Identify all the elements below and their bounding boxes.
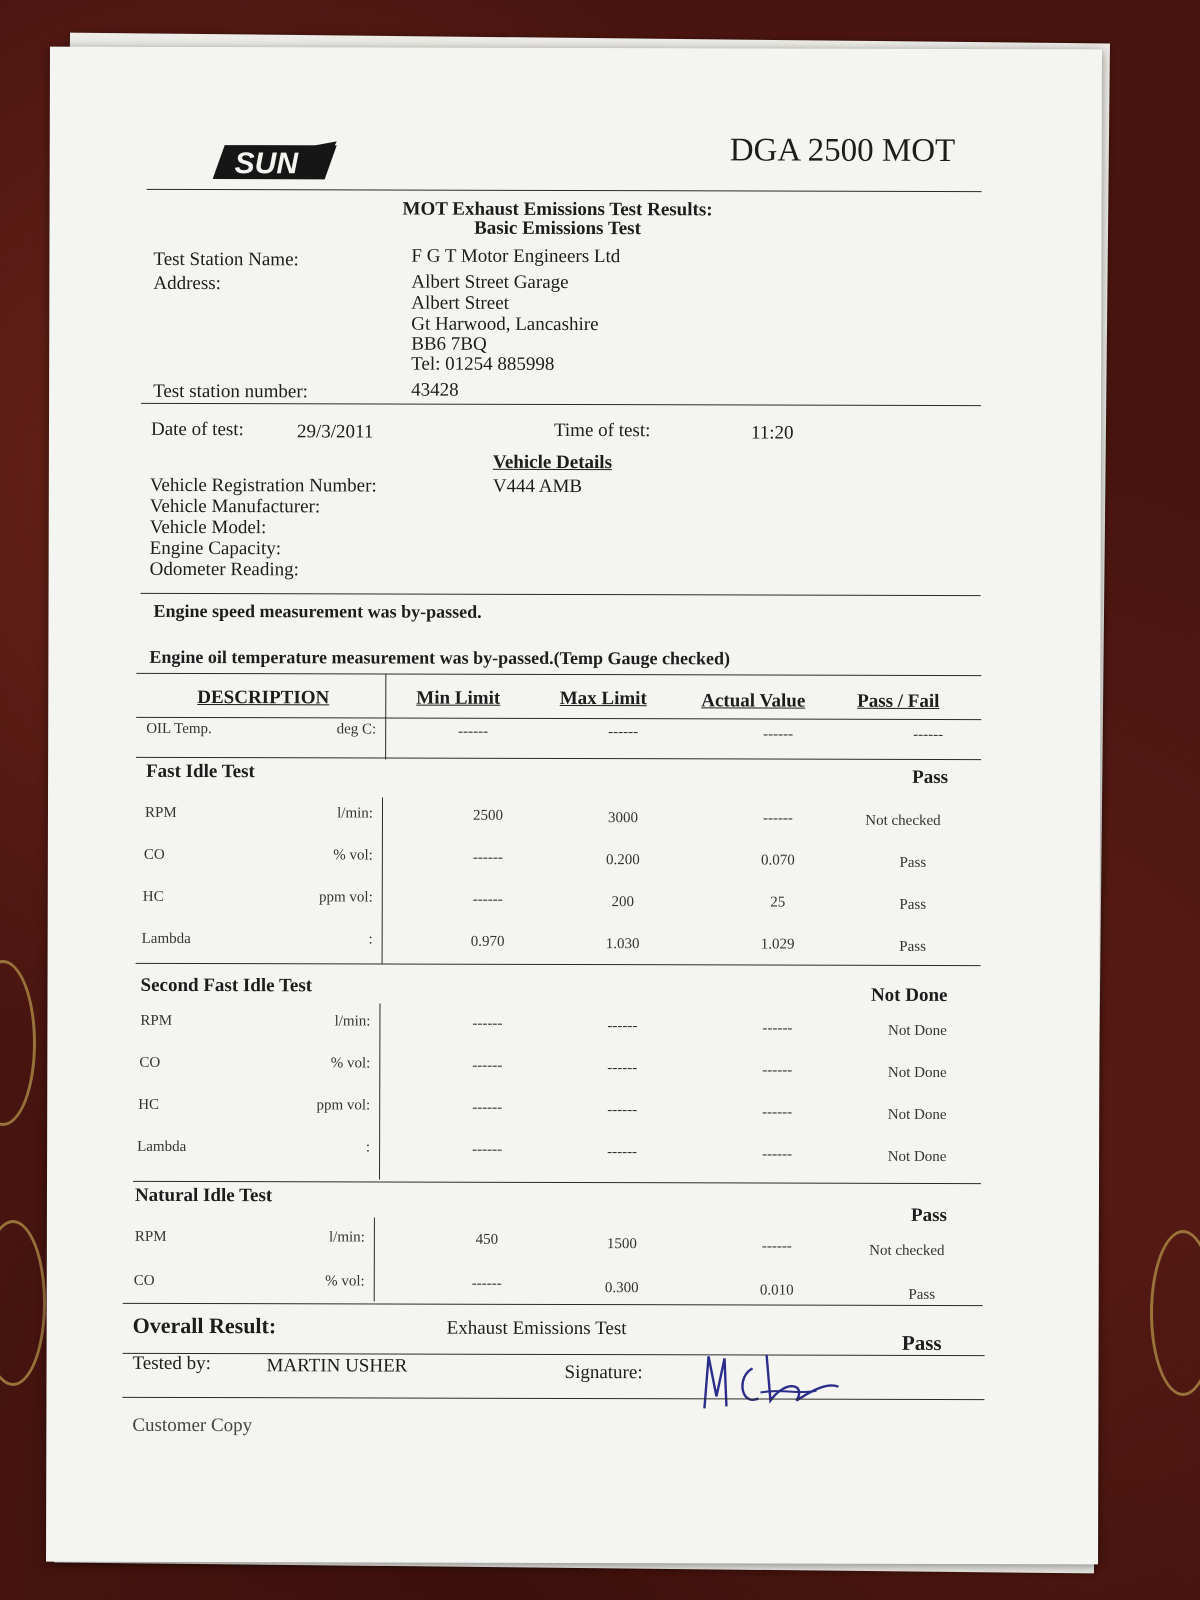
table-header-bottom (136, 717, 981, 720)
overall-result: Pass (901, 1330, 942, 1355)
second-idle-rpm-name: RPM (140, 1012, 173, 1029)
engine-speed-note: Engine speed measurement was by-passed. (153, 600, 482, 622)
fast-idle-co-max: 0.200 (605, 852, 640, 869)
oil-temp-min: ------ (458, 723, 489, 740)
second-fast-idle-separator (379, 1003, 380, 1179)
second-idle-co-max: ------ (607, 1060, 638, 1077)
tested-by-label: Tested by: (132, 1352, 211, 1375)
second-idle-hc-max: ------ (607, 1102, 638, 1119)
second-fast-idle-result: Not Done (870, 984, 948, 1006)
vehicle-reg: V444 AMB (492, 475, 583, 498)
oil-row-bottom (136, 757, 981, 760)
fast-idle-lambda-result: Pass (899, 938, 926, 955)
station-number-label: Test station number: (153, 380, 308, 403)
natural-idle-co-result: Pass (908, 1286, 936, 1303)
test-time: 11:20 (750, 422, 794, 444)
time-label: Time of test: (553, 419, 651, 442)
handwritten-signature (696, 1348, 846, 1418)
sun-logo (205, 139, 345, 185)
tested-by-name: MARTIN USHER (266, 1355, 408, 1377)
fast-idle-hc-actual: 25 (770, 894, 786, 911)
logo-text: SUN (234, 147, 299, 181)
date-label: Date of test: (150, 418, 244, 441)
address-line-1: Albert Street Garage (411, 271, 569, 293)
natural-idle-rpm-actual: ------ (761, 1238, 792, 1255)
background-ornament-left (0, 960, 36, 1126)
fast-idle-rpm-unit: l/min: (337, 805, 373, 822)
fast-idle-lambda-min: 0.970 (470, 933, 505, 950)
fast-idle-co-actual: 0.070 (760, 852, 795, 869)
divider-top (147, 189, 982, 192)
header-description: DESCRIPTION (197, 687, 330, 709)
natural-idle-co-name: CO (133, 1272, 155, 1289)
second-idle-hc-name: HC (138, 1096, 160, 1113)
second-idle-co-name: CO (139, 1054, 161, 1071)
second-idle-rpm-actual: ------ (762, 1020, 793, 1037)
overall-test-name: Exhaust Emissions Test (446, 1317, 627, 1340)
table-description-separator (385, 674, 386, 760)
fast-idle-bottom (136, 963, 981, 966)
address-line-2: Albert Street (411, 292, 509, 314)
fast-idle-lambda-max: 1.030 (605, 936, 640, 953)
divider-vehicle (141, 593, 981, 596)
fast-idle-lambda-actual: 1.029 (760, 936, 795, 953)
header-min-limit: Min Limit (416, 687, 501, 709)
second-idle-lambda-name: Lambda (137, 1138, 187, 1155)
natural-idle-result: Pass (910, 1204, 947, 1226)
fast-idle-title: Fast Idle Test (146, 760, 255, 783)
oil-temp-name: OIL Temp. (146, 720, 212, 738)
oil-temp-actual: ------ (763, 726, 794, 743)
divider-station (141, 403, 981, 406)
second-idle-lambda-result: Not Done (887, 1148, 947, 1165)
natural-idle-rpm-min: 450 (475, 1231, 499, 1248)
second-idle-co-actual: ------ (762, 1062, 793, 1079)
vehicle-details-heading: Vehicle Details (492, 451, 613, 474)
second-idle-hc-min: ------ (472, 1099, 503, 1116)
second-idle-lambda-actual: ------ (762, 1146, 793, 1163)
fast-idle-co-min: ------ (472, 849, 503, 866)
fast-idle-rpm-min: 2500 (472, 807, 503, 824)
second-idle-co-unit: % vol: (330, 1055, 371, 1072)
natural-idle-rpm-unit: l/min: (329, 1229, 365, 1246)
fast-idle-hc-max: 200 (611, 894, 635, 911)
tested-by-bottom (122, 1397, 984, 1400)
address-line-5: Tel: 01254 885998 (411, 353, 555, 375)
emissions-report-sheet (46, 47, 1102, 1565)
natural-idle-rpm-name: RPM (134, 1228, 167, 1245)
oil-temp-result: ------ (913, 726, 944, 743)
natural-idle-co-max: 0.300 (604, 1280, 639, 1297)
natural-idle-separator (374, 1217, 375, 1301)
header-actual-value: Actual Value (701, 690, 806, 712)
overall-result-label: Overall Result: (132, 1312, 277, 1339)
fast-idle-lambda-unit: : (368, 931, 373, 948)
report-title: MOT Exhaust Emissions Test Results: (402, 198, 713, 221)
second-fast-idle-title: Second Fast Idle Test (140, 974, 313, 997)
second-idle-lambda-unit: : (365, 1139, 371, 1156)
fast-idle-hc-name: HC (142, 888, 164, 905)
fast-idle-hc-result: Pass (899, 896, 927, 913)
second-idle-lambda-min: ------ (472, 1141, 503, 1158)
fast-idle-separator (382, 797, 383, 963)
second-idle-hc-actual: ------ (762, 1104, 793, 1121)
second-idle-rpm-min: ------ (472, 1015, 503, 1032)
header-pass-fail: Pass / Fail (857, 690, 940, 712)
address-label: Address: (153, 272, 221, 295)
fast-idle-hc-min: ------ (472, 891, 503, 908)
second-idle-rpm-unit: l/min: (334, 1013, 371, 1030)
fast-idle-hc-unit: ppm vol: (318, 889, 373, 906)
second-idle-lambda-max: ------ (607, 1144, 638, 1161)
header-max-limit: Max Limit (559, 687, 647, 710)
second-idle-co-min: ------ (472, 1057, 503, 1074)
customer-copy-label: Customer Copy (132, 1414, 253, 1437)
natural-idle-rpm-max: 1500 (606, 1236, 637, 1253)
fast-idle-co-unit: % vol: (333, 847, 373, 864)
manufacturer-label: Vehicle Manufacturer: (149, 495, 321, 518)
second-idle-hc-unit: ppm vol: (316, 1097, 371, 1114)
natural-idle-title: Natural Idle Test (134, 1184, 273, 1207)
station-number: 43428 (411, 379, 459, 401)
oil-temp-note: Engine oil temperature measurement was by-passed.(Temp Gauge checked) (149, 646, 731, 669)
natural-idle-rpm-result: Not checked (869, 1242, 945, 1259)
model-title: DGA 2500 MOT (729, 132, 956, 169)
fast-idle-co-name: CO (143, 846, 165, 863)
background-ornament-left-lower (0, 1220, 46, 1386)
table-top-border (136, 673, 981, 676)
natural-idle-co-unit: % vol: (325, 1273, 365, 1290)
fast-idle-rpm-result: Not checked (865, 812, 941, 829)
station-name: F G T Motor Engineers Ltd (411, 245, 621, 268)
reg-label: Vehicle Registration Number: (149, 474, 377, 497)
background-ornament-right (1150, 1230, 1200, 1396)
signature-label: Signature: (564, 1361, 643, 1384)
second-idle-rpm-result: Not Done (888, 1022, 947, 1039)
natural-idle-co-actual: 0.010 (759, 1282, 794, 1299)
second-idle-co-result: Not Done (887, 1064, 947, 1081)
station-name-label: Test Station Name: (153, 248, 299, 271)
address-line-3: Gt Harwood, Lancashire (411, 313, 599, 336)
fast-idle-result: Pass (912, 766, 949, 788)
test-date: 29/3/2011 (296, 421, 374, 443)
address-line-4: BB6 7BQ (411, 333, 487, 355)
model-label: Vehicle Model: (149, 516, 267, 539)
fast-idle-rpm-max: 3000 (607, 810, 638, 827)
second-idle-hc-result: Not Done (887, 1106, 947, 1123)
natural-idle-bottom (123, 1303, 983, 1306)
fast-idle-rpm-name: RPM (144, 804, 177, 821)
second-idle-rpm-max: ------ (607, 1018, 638, 1035)
natural-idle-co-min: ------ (471, 1275, 502, 1292)
second-fast-idle-bottom (133, 1181, 981, 1184)
report-subtitle: Basic Emissions Test (474, 217, 641, 240)
fast-idle-co-result: Pass (899, 854, 927, 871)
oil-temp-unit: deg C: (336, 721, 377, 738)
oil-temp-max: ------ (608, 724, 639, 741)
fast-idle-lambda-name: Lambda (141, 930, 191, 947)
fast-idle-rpm-actual: ------ (762, 810, 793, 827)
engine-label: Engine Capacity: (149, 537, 282, 560)
odometer-label: Odometer Reading: (149, 558, 299, 581)
